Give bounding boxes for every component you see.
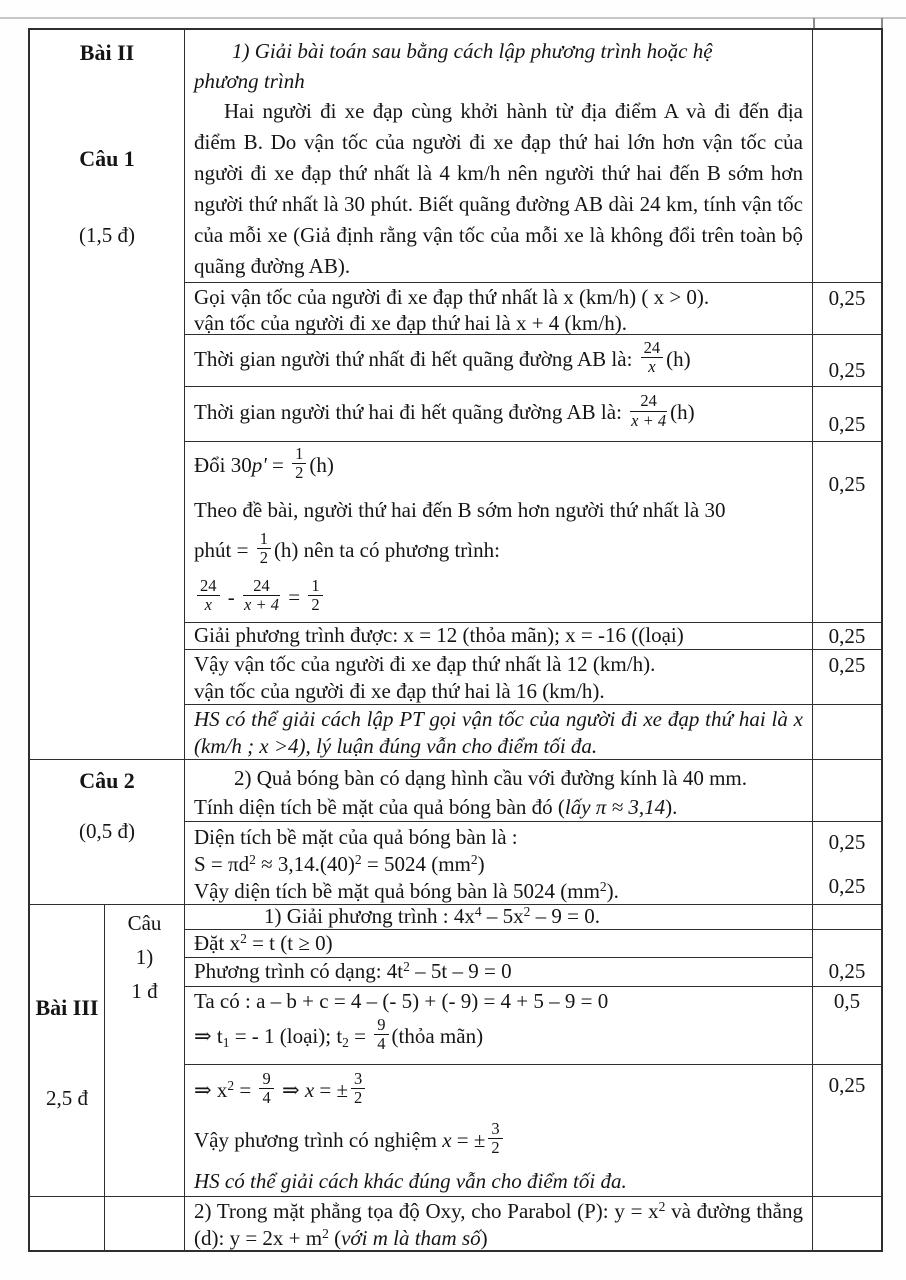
- points-value: 0,25: [828, 874, 866, 898]
- fraction: [259, 1070, 273, 1108]
- text-run: =: [234, 1077, 257, 1102]
- text-run: 1: [222, 1034, 230, 1050]
- cell-conclusion-speeds: [185, 650, 813, 705]
- content-line: [194, 1198, 803, 1250]
- fraction: [630, 392, 667, 430]
- text-run: Vậy diện tích bề mặt quả bóng bàn là 5024 (mm: [194, 879, 600, 903]
- text-run: – 9 = 0.: [530, 905, 600, 928]
- fraction: [257, 530, 271, 568]
- text-run: 2) Quả bóng bàn có dạng hình cầu với đường kính là 40 mm.: [234, 766, 748, 790]
- text-run: Vậy phương trình có nghiệm: [194, 1127, 443, 1152]
- text-run: Theo đề bài, người thứ hai đến B sớm hơn người thứ nhất là 30: [194, 497, 726, 522]
- cell-points-r8: [813, 705, 881, 760]
- text-run: ).: [606, 879, 619, 903]
- text-run: Ta có : a – b + c = 4 – (- 5) + (- 9) = 4 + 5 – 9 = 0: [194, 989, 609, 1013]
- text-run: p': [251, 452, 267, 477]
- label-line: 1 đ: [131, 979, 158, 1003]
- text-run: =: [282, 584, 306, 609]
- text-run: = 5024 (mm: [361, 852, 471, 876]
- label-line: Câu: [127, 911, 162, 935]
- cell-points-r6: [813, 623, 881, 650]
- cell-points-r15: [813, 987, 881, 1065]
- text-run: phút =: [194, 537, 254, 562]
- content-line: [194, 1071, 803, 1113]
- cell-r17-bai-label: [30, 1197, 105, 1250]
- fraction-numerator: 1: [257, 530, 271, 549]
- fraction-numerator: 3: [351, 1070, 365, 1089]
- text-run: 2: [403, 959, 410, 974]
- text-run: = - 1 (loại); t: [229, 1023, 343, 1048]
- label-line: (0,5 đ): [79, 819, 135, 843]
- cell-note-alt-method: [185, 705, 813, 760]
- fraction-denominator: x: [204, 595, 212, 615]
- content-line: [194, 96, 803, 282]
- text-run: Hai người đi xe đạp cùng khởi hành từ địa điểm A và đi đến địa điểm B. Do vận tốc của người đi xe đạp thứ hai lớn hơn vận tốc của người đi xe đạp thứ nhất là 4 km/h nên người thứ hai đến B sớm hơn người thứ nhất là 30 phút. Biết quãng đường AB dài 24 km, tính vận tốc của mỗi xe (Giả định rằng vận tốc của mỗi xe là không đổi trên toàn bộ quãng đường AB).: [194, 99, 803, 278]
- fraction: [197, 577, 220, 615]
- text-run: Giải phương trình được: x = 12 (thỏa mãn); x = -16 ((loại): [194, 623, 684, 647]
- text-run: 2: [322, 1226, 329, 1241]
- text-run: và đường thẳng (d): y = 2x + m: [194, 1199, 804, 1250]
- text-run: ⇒ x: [194, 1077, 228, 1102]
- text-run: (h) nên ta có phương trình:: [273, 537, 500, 562]
- cell-r17-cau-label: [105, 1197, 185, 1250]
- text-run: (h): [670, 399, 695, 424]
- content-line: [194, 958, 803, 984]
- content-line: [194, 284, 803, 310]
- text-run: 2: [354, 852, 362, 867]
- content-line: [194, 393, 695, 435]
- cell-bai3-cau1-label: [105, 905, 185, 1197]
- cell-bai3-label: [30, 905, 105, 1197]
- fraction-numerator: 3: [488, 1120, 502, 1139]
- text-run: – 5x: [481, 905, 524, 928]
- points-value: 0,5: [833, 989, 861, 1013]
- fraction-denominator: x + 4: [244, 595, 279, 615]
- text-run: S = πd: [194, 852, 250, 876]
- content-line: [194, 310, 803, 335]
- cell-problem1-statement: [185, 30, 813, 283]
- cell-problem2-statement: [185, 760, 813, 822]
- text-run: Phương trình có dạng: 4t: [194, 959, 404, 983]
- text-run: = ±: [314, 1077, 349, 1102]
- content-line: [194, 678, 803, 705]
- answer-key-table: [28, 28, 883, 1252]
- fraction: [243, 577, 280, 615]
- text-run: Tính diện tích bề mặt của quả bóng bàn đó (: [194, 795, 565, 819]
- fraction-numerator: 24: [630, 392, 667, 411]
- fraction-numerator: 24: [243, 577, 280, 596]
- fraction-denominator: x + 4: [631, 410, 667, 430]
- fraction-numerator: 24: [197, 577, 220, 596]
- cell-time-second-rider: [185, 387, 813, 442]
- points-value: 0,25: [828, 830, 866, 854]
- content-line: [194, 446, 803, 488]
- fraction-denominator: x: [648, 357, 656, 376]
- text-run: ⇒: [276, 1077, 305, 1102]
- cell-problem3-statement: [185, 905, 813, 930]
- text-run: 2: [227, 1077, 235, 1093]
- text-run: ): [480, 1226, 488, 1250]
- text-run: vận tốc của người đi xe đạp thứ hai là 16 (km/h).: [194, 679, 605, 703]
- cell-points-r1: [813, 30, 881, 283]
- label-line: Bài II: [79, 40, 135, 65]
- content-line: [194, 878, 803, 905]
- cell-points-r7: [813, 650, 881, 705]
- content-line: [194, 66, 803, 96]
- text-run: Đổi 30: [194, 452, 252, 477]
- content-line: [194, 651, 803, 678]
- text-run: Vậy vận tốc của người đi xe đạp thứ nhất là 12 (km/h).: [194, 652, 656, 676]
- text-run: 1) Giải phương trình : 4x: [264, 905, 475, 928]
- text-run: 2: [240, 931, 247, 946]
- content-line: [194, 528, 803, 573]
- content-line: [194, 706, 803, 760]
- text-run: 2: [599, 879, 607, 894]
- label-line: 1): [135, 945, 154, 969]
- cell-solve-result: [185, 623, 813, 650]
- text-run: = t (t ≥ 0): [246, 931, 333, 955]
- fraction-denominator: 4: [377, 1034, 386, 1054]
- text-run: Thời gian người thứ hai đi hết quãng đường AB là:: [194, 399, 628, 424]
- text-run: -: [222, 584, 240, 609]
- cell-solve-x: [185, 1065, 813, 1197]
- points-value: 0,25: [828, 358, 866, 382]
- cell-points-r16: [813, 1065, 881, 1197]
- fraction: [488, 1120, 502, 1158]
- cell-problem3b-statement: [185, 1197, 813, 1250]
- text-run: HS có thể giải cách khác đúng vẫn cho điểm tối đa.: [194, 1168, 627, 1193]
- text-run: HS có thể giải cách lập PT gọi vận tốc của người đi xe đạp thứ hai là x (km/h ; x >4), lý luận đúng vẫn cho điểm tối đa.: [194, 707, 803, 758]
- points-value: 0,25: [828, 472, 866, 496]
- cell-points-r3: [813, 335, 881, 387]
- fraction: [374, 1016, 388, 1054]
- content-line: [194, 623, 803, 648]
- fraction: [308, 577, 322, 615]
- cell-solution-velocity: [185, 283, 813, 335]
- cell-points-r12: [813, 905, 881, 930]
- fraction-numerator: 1: [292, 445, 306, 464]
- fraction-numerator: 9: [259, 1070, 273, 1089]
- fraction: [641, 339, 664, 377]
- text-run: (h): [666, 346, 691, 371]
- text-run: Đặt x: [194, 931, 241, 955]
- text-run: 2: [249, 852, 256, 867]
- text-run: Diện tích bề mặt của quả bóng bàn là :: [194, 825, 518, 849]
- cell-coefficient-check: [185, 987, 813, 1065]
- text-run: 2: [470, 852, 478, 867]
- text-run: ).: [665, 795, 678, 819]
- cell-bai2-label: [30, 30, 185, 760]
- content-line: [194, 575, 803, 620]
- content-line: [194, 1168, 803, 1195]
- cell-points-r10: [813, 822, 881, 905]
- fraction-numerator: 9: [374, 1016, 388, 1035]
- cell-equation-setup: [185, 442, 813, 623]
- content-line: [194, 497, 803, 524]
- cell-points-r2: [813, 283, 881, 335]
- cell-sphere-solution: [185, 822, 813, 905]
- text-run: ): [477, 852, 485, 876]
- points-value: 0,25: [828, 286, 866, 310]
- text-run: 1) Giải bài toán sau bằng cách lập phương trình hoặc hệ: [232, 39, 713, 63]
- text-run: Thời gian người thứ nhất đi hết quãng đường AB là:: [194, 346, 638, 371]
- text-run: 2: [658, 1199, 666, 1214]
- cell-points-r5: [813, 442, 881, 623]
- fraction-denominator: 2: [311, 595, 320, 615]
- fraction: [292, 445, 306, 483]
- label-line: Bài III: [35, 995, 99, 1020]
- content-line: [194, 931, 803, 956]
- cell-time-first-rider: [185, 335, 813, 387]
- content-line: [194, 764, 803, 793]
- text-run: Gọi vận tốc của người đi xe đạp thứ nhất là x (km/h) ( x > 0).: [194, 285, 710, 309]
- fraction-denominator: 2: [259, 548, 268, 568]
- fraction-numerator: 1: [308, 577, 322, 596]
- label-line: Câu 2: [79, 768, 135, 793]
- cell-points-r9: [813, 760, 881, 822]
- fraction-denominator: 2: [354, 1088, 363, 1108]
- text-run: ≈ 3,14.(40): [255, 852, 355, 876]
- text-run: với m là tham số: [341, 1226, 481, 1250]
- text-run: lấy π ≈ 3,14: [564, 795, 666, 819]
- photo-crop-line: [0, 17, 906, 19]
- cell-points-r4: [813, 387, 881, 442]
- content-line: [194, 1118, 803, 1163]
- points-value: 0,25: [828, 412, 866, 436]
- text-run: x: [304, 1077, 315, 1102]
- fraction-numerator: 24: [641, 339, 664, 358]
- fraction-denominator: 4: [262, 1088, 271, 1108]
- points-value: 0,25: [828, 653, 866, 677]
- points-value: 0,25: [828, 624, 866, 648]
- content-line: [194, 824, 803, 851]
- text-run: 2: [523, 905, 531, 919]
- fraction-denominator: 2: [295, 463, 304, 483]
- label-line: 2,5 đ: [46, 1086, 88, 1110]
- text-run: (thỏa mãn): [391, 1023, 484, 1048]
- text-run: 2) Trong mặt phẳng tọa độ Oxy, cho Parabol (P): y = x: [194, 1199, 659, 1223]
- text-run: 4: [474, 905, 482, 919]
- content-line: [194, 905, 803, 928]
- content-line: [194, 988, 803, 1014]
- content-line: [194, 851, 803, 878]
- text-run: vận tốc của người đi xe đạp thứ hai là x + 4 (km/h).: [194, 311, 627, 335]
- text-run: 2: [342, 1034, 349, 1050]
- cell-substitution: [185, 930, 813, 958]
- text-run: =: [266, 452, 290, 477]
- content-line: [194, 793, 803, 822]
- label-line: (1,5 đ): [79, 223, 135, 247]
- content-line: [194, 1017, 803, 1059]
- cell-points-r17: [813, 1197, 881, 1250]
- text-run: (h): [309, 452, 334, 477]
- points-value: 0,25: [828, 959, 866, 983]
- text-run: = ±: [451, 1127, 486, 1152]
- fraction-denominator: 2: [491, 1138, 500, 1158]
- cell-cau2-label: [30, 760, 185, 905]
- cell-points-r13: [813, 930, 881, 987]
- text-run: x: [442, 1127, 452, 1152]
- text-run: ⇒ t: [194, 1023, 223, 1048]
- label-line: Câu 1: [79, 146, 135, 171]
- text-run: phương trình: [194, 69, 305, 93]
- text-run: =: [348, 1023, 372, 1048]
- text-run: – 5t – 9 = 0: [409, 959, 512, 983]
- content-line: [194, 337, 691, 382]
- text-run: (: [328, 1226, 342, 1250]
- content-line: [194, 36, 803, 66]
- fraction: [351, 1070, 365, 1108]
- cell-quadratic-form: [185, 958, 813, 987]
- points-value: 0,25: [828, 1073, 866, 1097]
